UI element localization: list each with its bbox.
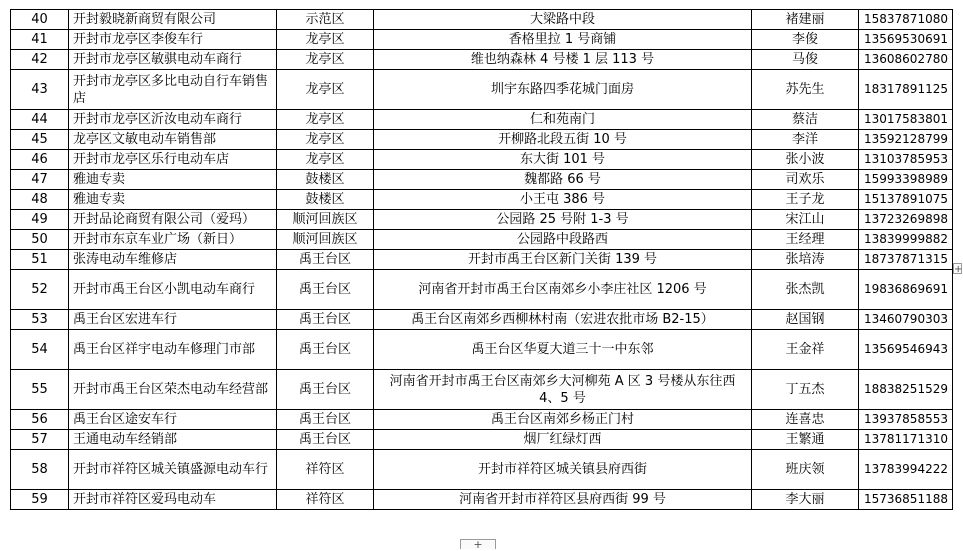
cell-contact: 马俊 (752, 50, 859, 70)
cell-dealer-name: 禹王台区宏进车行 (69, 310, 277, 330)
table-row (11, 110, 953, 130)
cell-number: 50 (11, 230, 69, 250)
cell-number: 41 (11, 30, 69, 50)
cell-number: 46 (11, 150, 69, 170)
table-row (11, 50, 953, 70)
cell-district: 鼓楼区 (277, 190, 374, 210)
cell-contact: 张小波 (752, 150, 859, 170)
table-body (11, 10, 953, 510)
cell-district: 龙亭区 (277, 30, 374, 50)
cell-district: 祥符区 (277, 450, 374, 490)
cell-number: 47 (11, 170, 69, 190)
cell-contact: 李大丽 (752, 490, 859, 510)
cell-dealer-name: 开封市祥符区爱玛电动车 (69, 490, 277, 510)
cell-number: 40 (11, 10, 69, 30)
cell-district: 禹王台区 (277, 250, 374, 270)
cell-contact: 班庆领 (752, 450, 859, 490)
cell-address: 魏都路 66 号 (374, 170, 752, 190)
table-row (11, 150, 953, 170)
cell-address: 开柳路北段五街 10 号 (374, 130, 752, 150)
cell-phone: 13103785953 (859, 150, 953, 170)
cell-dealer-name: 开封市龙亭区沂汝电动车商行 (69, 110, 277, 130)
table-row (11, 310, 953, 330)
cell-district: 禹王台区 (277, 410, 374, 430)
cell-dealer-name: 龙亭区文敏电动车销售部 (69, 130, 277, 150)
cell-number: 52 (11, 270, 69, 310)
cell-phone: 15736851188 (859, 490, 953, 510)
cell-dealer-name: 开封市禹王台区荣杰电动车经营部 (69, 370, 277, 410)
cell-dealer-name: 开封市龙亭区乐行电动车店 (69, 150, 277, 170)
cell-number: 58 (11, 450, 69, 490)
table-row (11, 170, 953, 190)
cell-number: 45 (11, 130, 69, 150)
cell-dealer-name: 禹王台区途安车行 (69, 410, 277, 430)
table-row (11, 30, 953, 50)
cell-phone: 13017583801 (859, 110, 953, 130)
cell-address: 公园路中段路西 (374, 230, 752, 250)
cell-district: 龙亭区 (277, 50, 374, 70)
cell-contact: 王金祥 (752, 330, 859, 370)
cell-district: 禹王台区 (277, 430, 374, 450)
cell-phone: 15993398989 (859, 170, 953, 190)
table-row (11, 270, 953, 310)
cell-phone: 18737871315 (859, 250, 953, 270)
table-row (11, 410, 953, 430)
cell-dealer-name: 开封市龙亭区敏骐电动车商行 (69, 50, 277, 70)
table-row (11, 430, 953, 450)
cell-dealer-name: 开封市龙亭区李俊车行 (69, 30, 277, 50)
table-row (11, 70, 953, 110)
cell-contact: 蔡洁 (752, 110, 859, 130)
cell-contact: 王经理 (752, 230, 859, 250)
cell-number: 56 (11, 410, 69, 430)
cell-district: 禹王台区 (277, 330, 374, 370)
cell-phone: 19836869691 (859, 270, 953, 310)
cell-dealer-name: 开封市禹王台区小凯电动车商行 (69, 270, 277, 310)
cell-address: 小王屯 386 号 (374, 190, 752, 210)
cell-contact: 李俊 (752, 30, 859, 50)
cell-phone: 13569546943 (859, 330, 953, 370)
cell-address: 禹王台区南郊乡杨正门村 (374, 410, 752, 430)
table-row (11, 250, 953, 270)
cell-number: 48 (11, 190, 69, 210)
cell-phone: 13723269898 (859, 210, 953, 230)
cell-district: 祥符区 (277, 490, 374, 510)
cell-address: 圳宇东路四季花城门面房 (374, 70, 752, 110)
cell-district: 禹王台区 (277, 310, 374, 330)
cell-address: 东大街 101 号 (374, 150, 752, 170)
cell-contact: 司欢乐 (752, 170, 859, 190)
cell-number: 49 (11, 210, 69, 230)
cell-district: 龙亭区 (277, 150, 374, 170)
cell-address: 大梁路中段 (374, 10, 752, 30)
cell-contact: 王子龙 (752, 190, 859, 210)
cell-number: 54 (11, 330, 69, 370)
cell-district: 龙亭区 (277, 110, 374, 130)
cell-phone: 18838251529 (859, 370, 953, 410)
cell-district: 禹王台区 (277, 270, 374, 310)
cell-phone: 13781171310 (859, 430, 953, 450)
cell-contact: 李洋 (752, 130, 859, 150)
cell-dealer-name: 雅迪专卖 (69, 170, 277, 190)
cell-address: 开封市禹王台区新门关街 139 号 (374, 250, 752, 270)
cell-number: 42 (11, 50, 69, 70)
cell-address: 河南省开封市禹王台区南郊乡小李庄社区 1206 号 (374, 270, 752, 310)
cell-district: 鼓楼区 (277, 170, 374, 190)
table-row (11, 370, 953, 410)
cell-dealer-name: 开封市龙亭区多比电动自行车销售店 (69, 70, 277, 110)
cell-contact: 苏先生 (752, 70, 859, 110)
cell-address: 仁和苑南门 (374, 110, 752, 130)
cell-phone: 13937858553 (859, 410, 953, 430)
cell-number: 53 (11, 310, 69, 330)
cell-address: 河南省开封市禹王台区南郊乡大河柳苑 A 区 3 号楼从东往西 4、5 号 (374, 370, 752, 410)
cell-phone: 15137891075 (859, 190, 953, 210)
cell-dealer-name: 张涛电动车维修店 (69, 250, 277, 270)
cell-contact: 褚建丽 (752, 10, 859, 30)
cell-contact: 张培涛 (752, 250, 859, 270)
cell-dealer-name: 开封市东京车业广场（新日） (69, 230, 277, 250)
cell-address: 河南省开封市祥符区县府西街 99 号 (374, 490, 752, 510)
cell-dealer-name: 开封品论商贸有限公司（爱玛） (69, 210, 277, 230)
cell-dealer-name: 禹王台区祥宇电动车修理门市部 (69, 330, 277, 370)
table-row (11, 190, 953, 210)
table-row (11, 330, 953, 370)
cell-address: 公园路 25 号附 1-3 号 (374, 210, 752, 230)
cell-contact: 丁五杰 (752, 370, 859, 410)
cell-address: 香格里拉 1 号商铺 (374, 30, 752, 50)
cell-phone: 13569530691 (859, 30, 953, 50)
cell-phone: 13460790303 (859, 310, 953, 330)
cell-contact: 宋江山 (752, 210, 859, 230)
cell-dealer-name: 雅迪专卖 (69, 190, 277, 210)
cell-number: 51 (11, 250, 69, 270)
cell-dealer-name: 王通电动车经销部 (69, 430, 277, 450)
cell-number: 44 (11, 110, 69, 130)
cell-address: 维也纳森林 4 号楼 1 层 113 号 (374, 50, 752, 70)
dealer-table (10, 9, 953, 510)
cell-phone: 13783994222 (859, 450, 953, 490)
cell-address: 烟厂红绿灯西 (374, 430, 752, 450)
cell-district: 示范区 (277, 10, 374, 30)
cell-phone: 13592128799 (859, 130, 953, 150)
table-row (11, 450, 953, 490)
cell-district: 龙亭区 (277, 70, 374, 110)
add-row-button[interactable]: + (954, 264, 963, 275)
cell-contact: 连喜忠 (752, 410, 859, 430)
cell-district: 龙亭区 (277, 130, 374, 150)
table-row (11, 130, 953, 150)
cell-address: 禹王台区南郊乡西柳林村南（宏进农批市场 B2-15） (374, 310, 752, 330)
cell-dealer-name: 开封市祥符区城关镇盛源电动车行 (69, 450, 277, 490)
table-row (11, 10, 953, 30)
cell-contact: 赵国钢 (752, 310, 859, 330)
cell-phone: 15837871080 (859, 10, 953, 30)
cell-phone: 18317891125 (859, 70, 953, 110)
table-row (11, 490, 953, 510)
cell-district: 顺河回族区 (277, 230, 374, 250)
cell-contact: 王繁通 (752, 430, 859, 450)
table-row (11, 230, 953, 250)
cell-number: 55 (11, 370, 69, 410)
cell-dealer-name: 开封毅晓新商贸有限公司 (69, 10, 277, 30)
cell-number: 57 (11, 430, 69, 450)
cell-district: 顺河回族区 (277, 210, 374, 230)
cell-contact: 张杰凯 (752, 270, 859, 310)
cell-address: 开封市祥符区城关镇县府西街 (374, 450, 752, 490)
table-row (11, 210, 953, 230)
cell-phone: 13608602780 (859, 50, 953, 70)
add-column-button[interactable]: + (460, 539, 496, 549)
cell-phone: 13839999882 (859, 230, 953, 250)
cell-district: 禹王台区 (277, 370, 374, 410)
cell-number: 43 (11, 70, 69, 110)
cell-address: 禹王台区华夏大道三十一中东邻 (374, 330, 752, 370)
cell-number: 59 (11, 490, 69, 510)
